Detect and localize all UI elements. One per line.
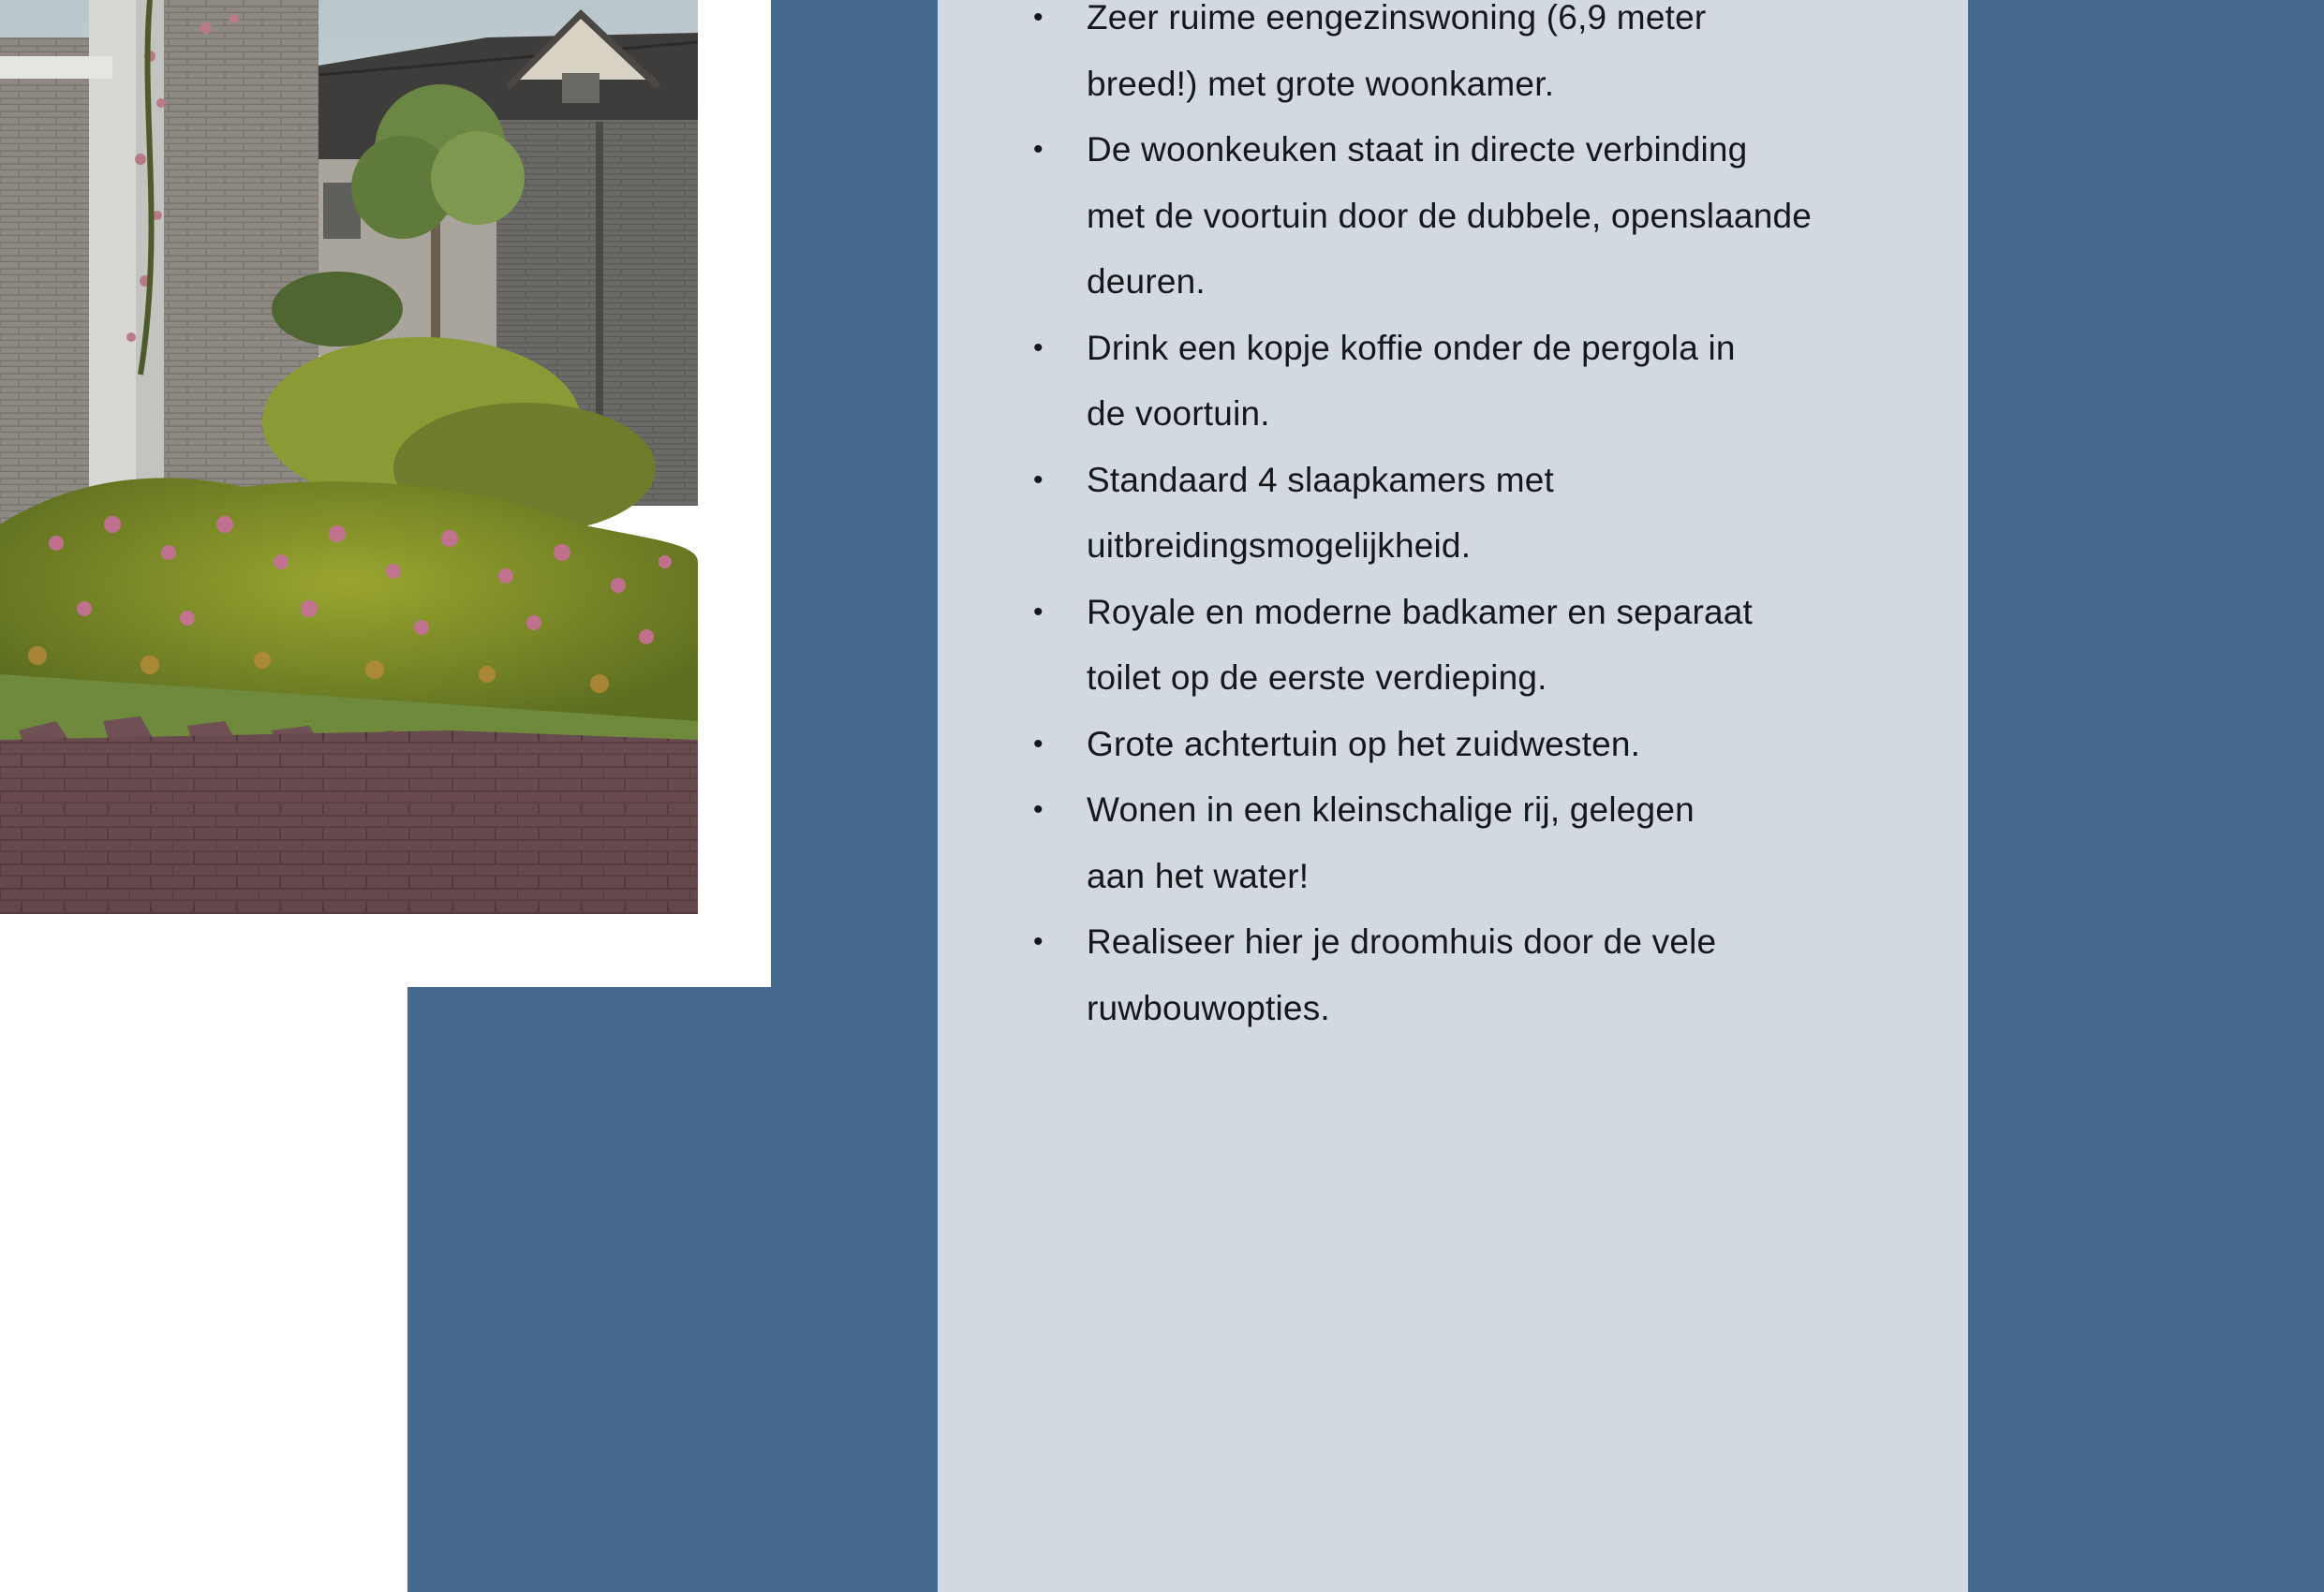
feature-item [1033,0,1902,117]
feature-item [1033,580,1902,712]
feature-line: met de voortuin door de dubbele, openslaande [1087,196,1813,235]
house-garden-photo [0,0,698,914]
feature-item [1033,777,1902,909]
feature-line: uitbreidingsmogelijkheid. [1087,526,1472,565]
bullet-icon: • [1033,464,1044,495]
feature-item [1033,316,1902,448]
feature-line: ruwbouwopties. [1087,988,1330,1027]
bullet-icon: • [1033,596,1044,627]
feature-line: deuren. [1087,262,1206,301]
feature-line: Realiseer hier je droomhuis door de vele [1087,922,1717,961]
blue-background-column [771,0,938,1592]
feature-line: breed!) met grote woonkamer. [1087,64,1555,103]
feature-line: de voortuin. [1087,394,1270,433]
feature-line: Drink een kopje koffie onder de pergola in [1087,328,1736,367]
feature-item [1033,448,1902,580]
feature-item [1033,712,1902,778]
feature-line: Standaard 4 slaapkamers met [1087,460,1554,499]
feature-item [1033,909,1902,1041]
photo-frame [0,0,771,987]
feature-line: Wonen in een kleinschalige rij, gelegen [1087,790,1695,829]
bullet-icon: • [1033,926,1044,957]
bullet-icon: • [1033,332,1044,363]
bullet-icon: • [1033,794,1044,825]
bullet-icon: • [1033,134,1044,165]
feature-line: toilet op de eerste verdieping. [1087,658,1547,697]
feature-line: aan het water! [1087,856,1310,895]
feature-line: De woonkeuken staat in directe verbinding [1087,130,1748,169]
feature-line: Royale en moderne badkamer en separaat [1087,592,1754,631]
blue-background-right [1968,0,2324,1592]
bullet-icon: • [1033,728,1044,759]
feature-line: Zeer ruime eengezinswoning (6,9 meter [1087,0,1707,37]
features-panel [938,0,1968,1592]
feature-item [1033,117,1902,316]
feature-line: Grote achtertuin op het zuidwesten. [1087,724,1641,763]
feature-list [938,0,1902,1041]
bullet-icon: • [1033,2,1044,33]
